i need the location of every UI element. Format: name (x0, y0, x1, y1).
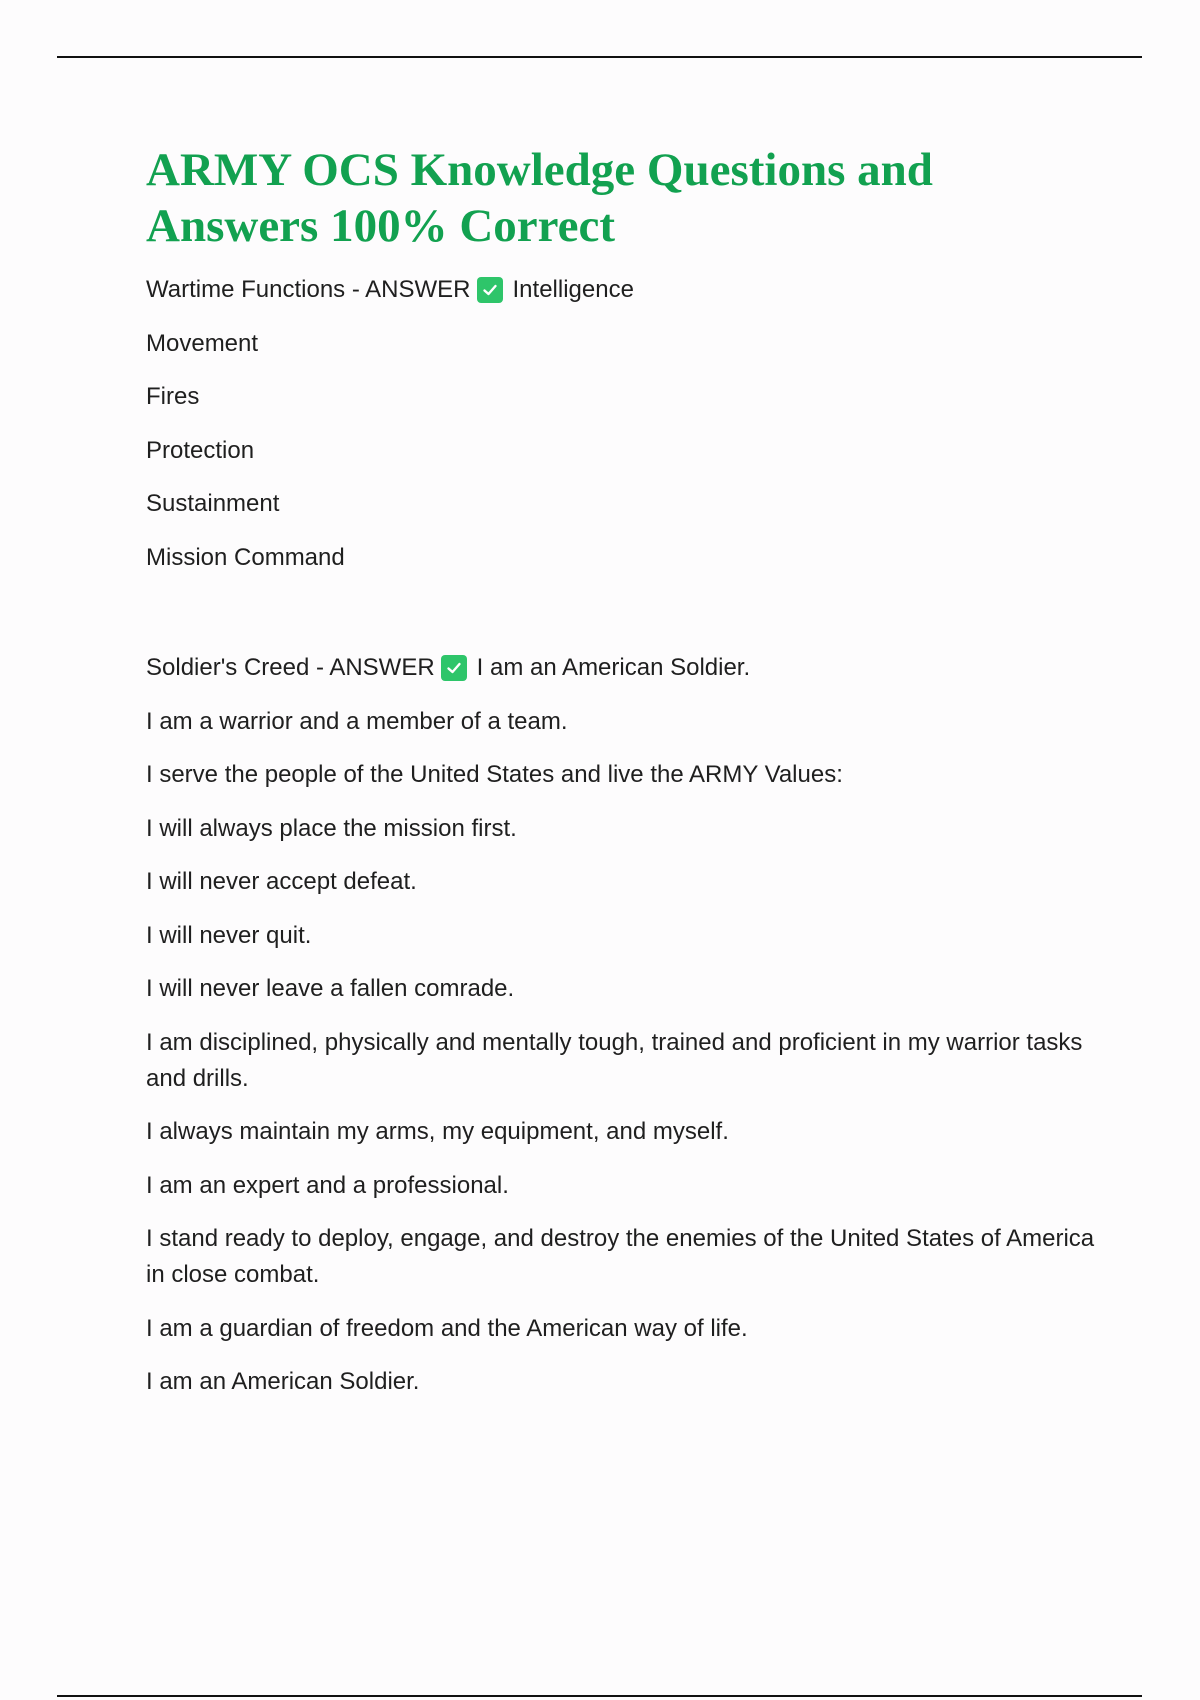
qa-section-wartime-functions (146, 272, 1096, 593)
answer-line: I always maintain my arms, my equipment, and myself. (146, 1118, 729, 1145)
answer-line: I am a guardian of freedom and the American way of life. (146, 1314, 748, 1342)
answer-line: I serve the people of the United States and live the ARMY Values: (146, 761, 843, 788)
document-body (146, 142, 1096, 1418)
question-line (146, 272, 1096, 326)
qa-section-soldiers-creed (146, 650, 1096, 1418)
question-text: Wartime Functions - ANSWER (146, 276, 471, 303)
question-text: Soldier's Creed - ANSWER (146, 654, 435, 681)
check-mark-icon (477, 277, 503, 303)
answer-line: I will always place the mission first. (146, 814, 517, 842)
answer-line: I am disciplined, physically and mentally tough, trained and proficient in my warrior tasks and drills. (146, 1028, 1083, 1092)
answer-line: Movement (146, 329, 259, 357)
answer-line: I will never leave a fallen comrade. (146, 975, 515, 1002)
answer-line: Fires (146, 383, 200, 410)
answer-line: Sustainment (146, 490, 280, 517)
document-title: ARMY OCS Knowledge Questions and Answers 100% Correct (146, 144, 933, 252)
section-spacer (146, 593, 1096, 650)
answer-line: I will never quit. (146, 921, 312, 949)
top-divider (57, 56, 1142, 58)
answer-line: Protection (146, 436, 255, 464)
answer-line: I stand ready to deploy, engage, and destroy the enemies of the United States of America in close combat. (146, 1225, 1095, 1288)
answer-line: I will never accept defeat. (146, 868, 417, 895)
answer-line: I am an expert and a professional. (146, 1171, 509, 1199)
answer-text: I am an American Soldier. (476, 654, 751, 681)
answer-text: Intelligence (512, 276, 634, 303)
answer-line: I am an American Soldier. (146, 1368, 420, 1395)
answer-line: Mission Command (146, 543, 345, 571)
check-mark-icon (441, 655, 467, 681)
bottom-divider (57, 1695, 1142, 1697)
answer-line: I am a warrior and a member of a team. (146, 707, 568, 735)
question-line (146, 650, 1096, 704)
